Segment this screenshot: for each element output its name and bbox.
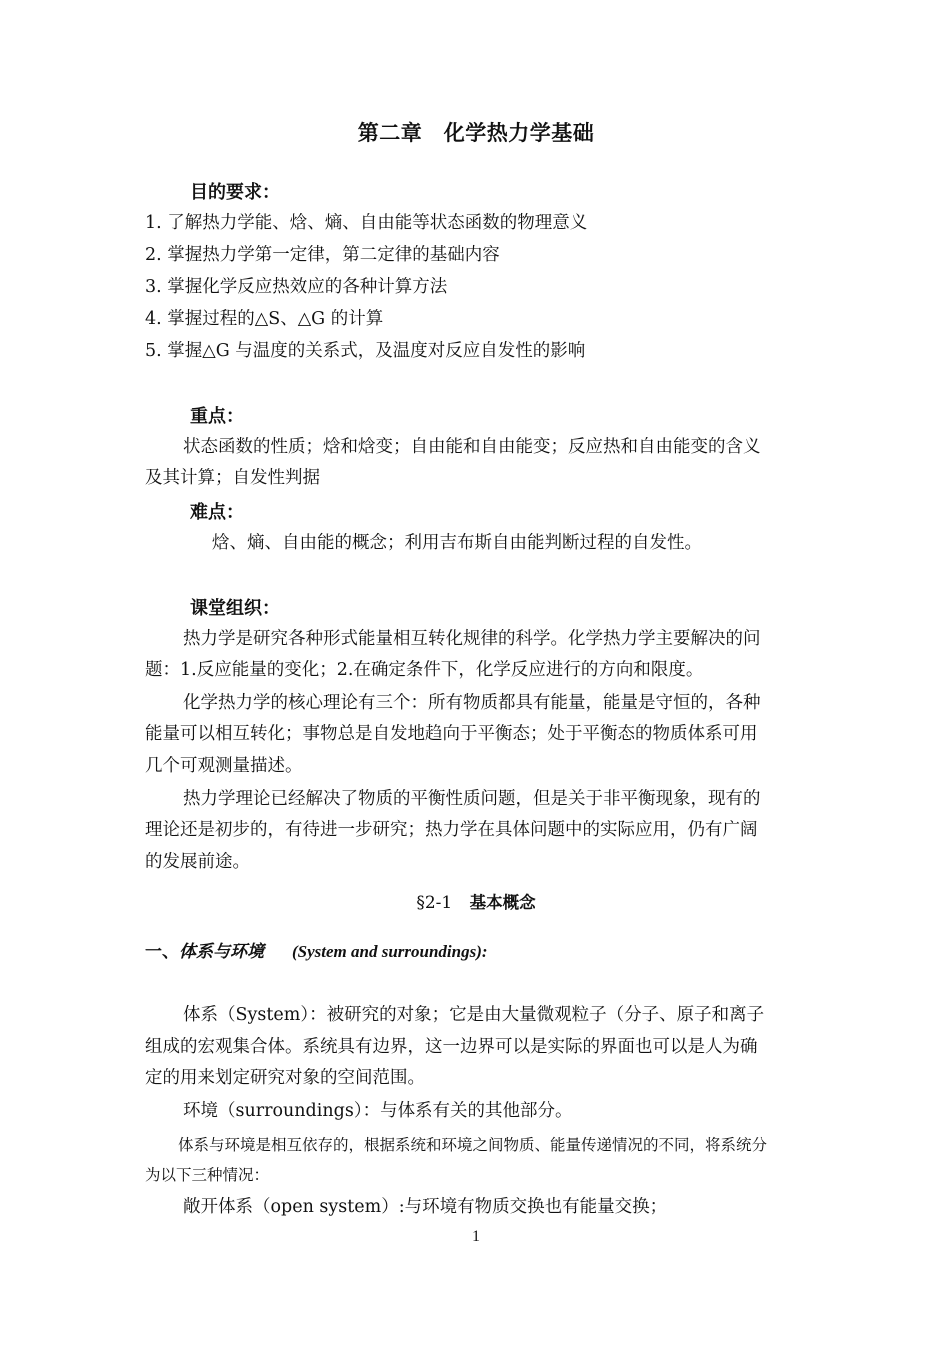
section-number: §2-1 xyxy=(416,893,453,913)
difficulties-line: 焓、熵、自由能的概念；利用吉布斯自由能判断过程的自发性。 xyxy=(212,533,702,553)
body-line: 体系（System）：被研究的对象；它是由大量微观粒子（分子、原子和离子 xyxy=(183,1005,765,1025)
objective-item: 3. 掌握化学反应热效应的各种计算方法 xyxy=(145,277,448,297)
key-points-line: 及其计算；自发性判据 xyxy=(145,468,320,488)
body-line: 组成的宏观集合体。系统具有边界，这一边界可以是实际的界面也可以是人为确 xyxy=(145,1037,758,1057)
objective-item: 1. 了解热力学能、焓、熵、自由能等状态函数的物理意义 xyxy=(145,213,588,233)
body-line: 环境（surroundings）：与体系有关的其他部分。 xyxy=(183,1101,573,1121)
organization-heading: 课堂组织： xyxy=(190,598,280,619)
organization-line: 化学热力学的核心理论有三个：所有物质都具有能量，能量是守恒的，各种 xyxy=(183,693,761,713)
subsection-english: (System and surroundings): xyxy=(292,942,488,961)
objective-item: 2. 掌握热力学第一定律，第二定律的基础内容 xyxy=(145,245,500,265)
section-heading xyxy=(0,889,952,913)
organization-line: 几个可观测量描述。 xyxy=(145,756,303,776)
organization-line: 的发展前途。 xyxy=(145,852,250,872)
page-number: 1 xyxy=(472,1228,480,1245)
organization-line: 题：1.反应能量的变化；2.在确定条件下，化学反应进行的方向和限度。 xyxy=(145,660,704,680)
body-line: 为以下三种情况： xyxy=(145,1166,270,1184)
organization-line: 热力学是研究各种形式能量相互转化规律的科学。化学热力学主要解决的问 xyxy=(183,629,761,649)
organization-line: 理论还是初步的，有待进一步研究；热力学在具体问题中的实际应用，仍有广阔 xyxy=(145,820,758,840)
objective-item: 5. 掌握△G 与温度的关系式，及温度对反应自发性的影响 xyxy=(145,341,586,361)
key-points-line: 状态函数的性质；焓和焓变；自由能和自由能变；反应热和自由能变的含义 xyxy=(183,437,761,457)
section-name: 基本概念 xyxy=(469,893,536,912)
chapter-title: 第二章 化学热力学基础 xyxy=(357,121,595,145)
key-points-heading: 重点： xyxy=(190,406,244,427)
body-line: 定的用来划定研究对象的空间范围。 xyxy=(145,1068,425,1088)
subsection-heading xyxy=(145,937,488,962)
organization-line: 能量可以相互转化；事物总是自发地趋向于平衡态；处于平衡态的物质体系可用 xyxy=(145,724,758,744)
objective-item: 4. 掌握过程的△S、△G 的计算 xyxy=(145,309,384,329)
body-line: 敞开体系（open system）:与环境有物质交换也有能量交换； xyxy=(183,1197,668,1217)
difficulties-heading: 难点： xyxy=(190,502,244,523)
organization-line: 热力学理论已经解决了物质的平衡性质问题，但是关于非平衡现象，现有的 xyxy=(183,789,761,809)
subsection-prefix: 一、 xyxy=(145,942,179,962)
body-line: 体系与环境是相互依存的，根据系统和环境之间物质、能量传递情况的不同，将系统分 xyxy=(178,1136,768,1154)
objectives-heading: 目的要求： xyxy=(190,182,280,203)
subsection-name: 体系与环境 xyxy=(179,942,264,962)
